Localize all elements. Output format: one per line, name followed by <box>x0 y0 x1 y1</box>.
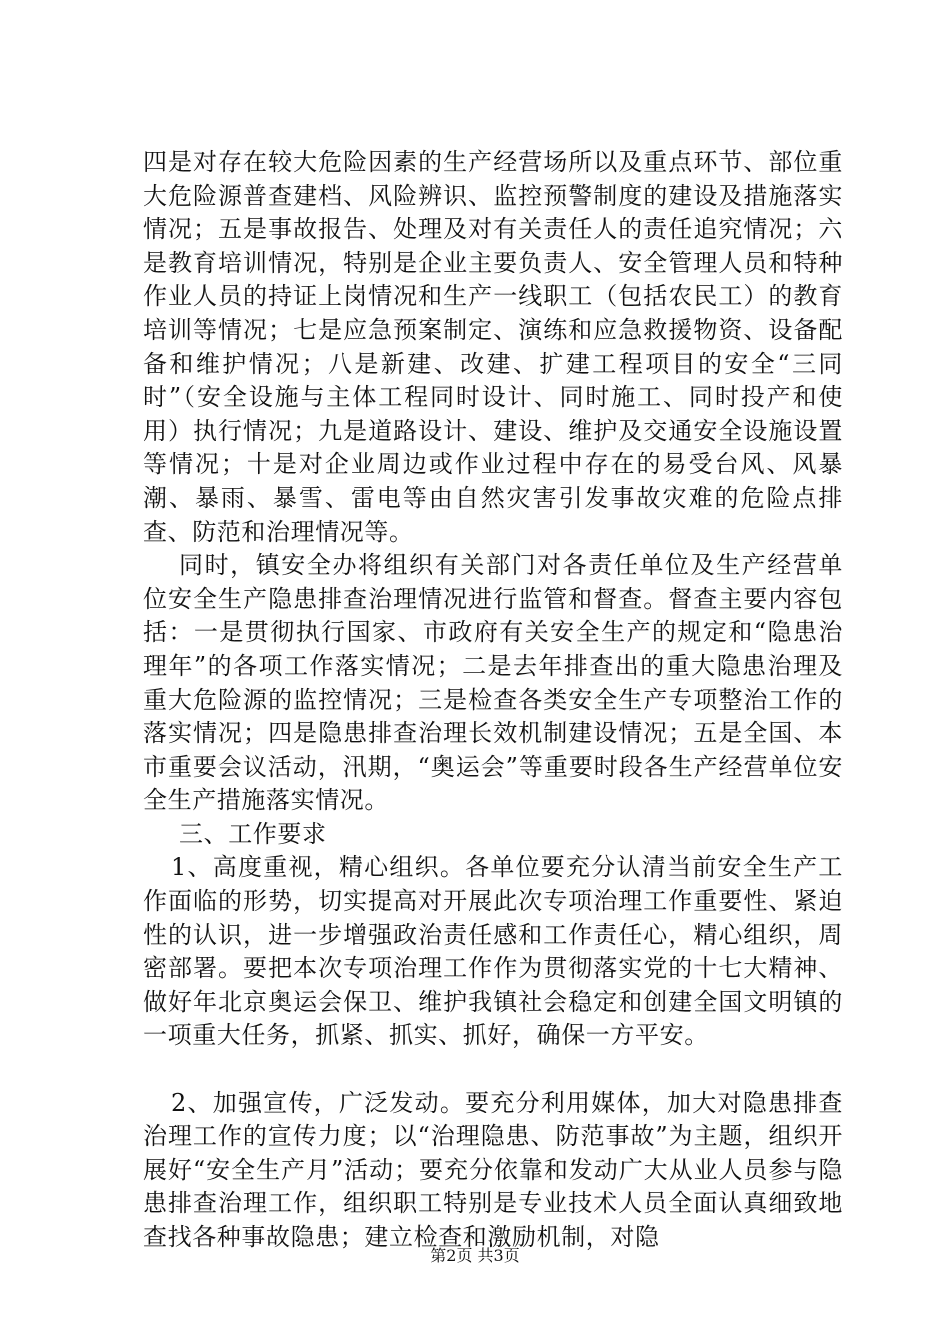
section-heading-work-requirements: 三、工作要求 <box>179 819 327 848</box>
paragraph-requirement-1: 1、高度重视，精心组织。各单位要充分认清当前安全生产工作面临的形势，切实提高对开展此次专项治理工作重要性、紧迫性的认识，进一步增强政治责任感和工作责任心，精心组织，周密部署。要把本次专项治理工作作为贯彻落实党的十七大精神、做好年北京奥运会保卫、维护我镇社会稳定和创建全国文明镇的一项重大任务，抓紧、抓实、抓好，确保一方平安。 <box>143 853 843 1050</box>
paragraph-requirement-2: 2、加强宣传，广泛发动。要充分利用媒体，加大对隐患排查治理工作的宣传力度；以“治理隐患、防范事故”为主题，组织开展好“安全生产月”活动；要充分依靠和发动广大从业人员参与隐患排查治理工作，组织职工特别是专业技术人员全面认真细致地查找各种事故隐患；建立检查和激励机制，对隐 <box>143 1088 843 1251</box>
page-footer: 第2页 共3页 <box>430 1246 520 1265</box>
paragraph-spacer <box>143 1053 843 1087</box>
document-body <box>143 146 843 1255</box>
paragraph-supervision: 同时，镇安全办将组织有关部门对各责任单位及生产经营单位安全生产隐患排查治理情况进行监管和督查。督查主要内容包括：一是贯彻执行国家、市政府有关安全生产的规定和“隐患治理年”的各项工作落实情况；二是去年排查出的重大隐患治理及重大危险源的监控情况；三是检查各类安全生产专项整治工作的落实情况；四是隐患排查治理长效机制建设情况；五是全国、本市重要会议活动，汛期，“奥运会”等重要时段各生产经营单位安全生产措施落实情况。 <box>143 551 843 815</box>
paragraph-inspection-items: 四是对存在较大危险因素的生产经营场所以及重点环节、部位重大危险源普查建档、风险辨识、监控预警制度的建设及措施落实情况；五是事故报告、处理及对有关责任人的责任追究情况；六是教育培训情况，特别是企业主要负责人、安全管理人员和特种作业人员的持证上岗情况和生产一线职工（包括农民工）的教育培训等情况；七是应急预案制定、演练和应急救援物资、设备配备和维护情况；八是新建、改建、扩建工程项目的安全“三同时”（安全设施与主体工程同时设计、同时施工、同时投产和使用）执行情况；九是道路设计、建设、维护及交通安全设施设置等情况；十是对企业周边或作业过程中存在的易受台风、风暴潮、暴雨、暴雪、雷电等由自然灾害引发事故灾难的危险点排查、防范和治理情况等。 <box>143 148 843 546</box>
